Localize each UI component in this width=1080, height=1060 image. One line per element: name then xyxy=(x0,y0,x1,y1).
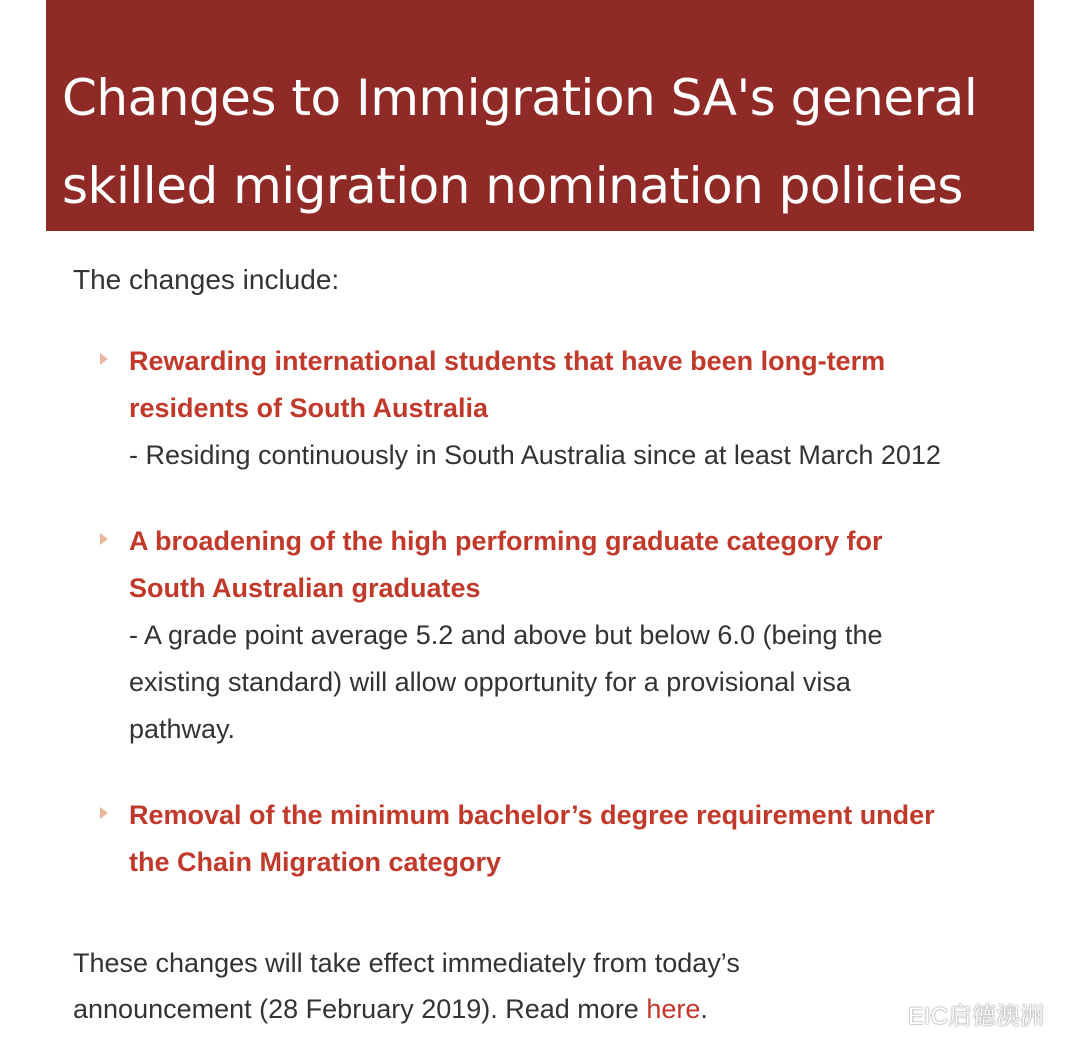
list-item xyxy=(0,792,960,886)
item-description: - Residing continuously in South Australia since at least March 2012 xyxy=(129,440,941,470)
bullet-arrow-icon xyxy=(100,353,108,365)
watermark xyxy=(866,996,1044,1031)
item-description: - A grade point average 5.2 and above but below 6.0 (being the existing standard) will allow opportunity for a provisional visa pathway. xyxy=(129,620,883,744)
outro-paragraph xyxy=(73,940,873,1032)
item-title: A broadening of the high performing graduate category for South Australian graduates xyxy=(129,526,883,603)
header-banner xyxy=(46,0,1034,231)
list-item xyxy=(0,338,960,479)
bullet-arrow-icon xyxy=(100,807,108,819)
intro-text: The changes include: xyxy=(73,264,340,295)
item-title: Removal of the minimum bachelor’s degree requirement under the Chain Migration category xyxy=(129,800,935,877)
item-title: Rewarding international students that have been long-term residents of South Australia xyxy=(129,346,886,423)
bullet-arrow-icon xyxy=(100,533,108,545)
page-title: Changes to Immigration SA's general skilled migration nomination policies xyxy=(62,69,978,215)
read-more-link[interactable]: here xyxy=(646,994,701,1024)
wechat-icon xyxy=(866,1001,900,1027)
list-item xyxy=(0,518,960,753)
watermark-text: EIC启德澳洲 xyxy=(907,1003,1044,1030)
outro-text: These changes will take effect immediately from today’s announcement (28 February 2019). Read more xyxy=(73,948,740,1024)
outro-end: . xyxy=(700,994,708,1024)
changes-list xyxy=(0,338,1080,925)
